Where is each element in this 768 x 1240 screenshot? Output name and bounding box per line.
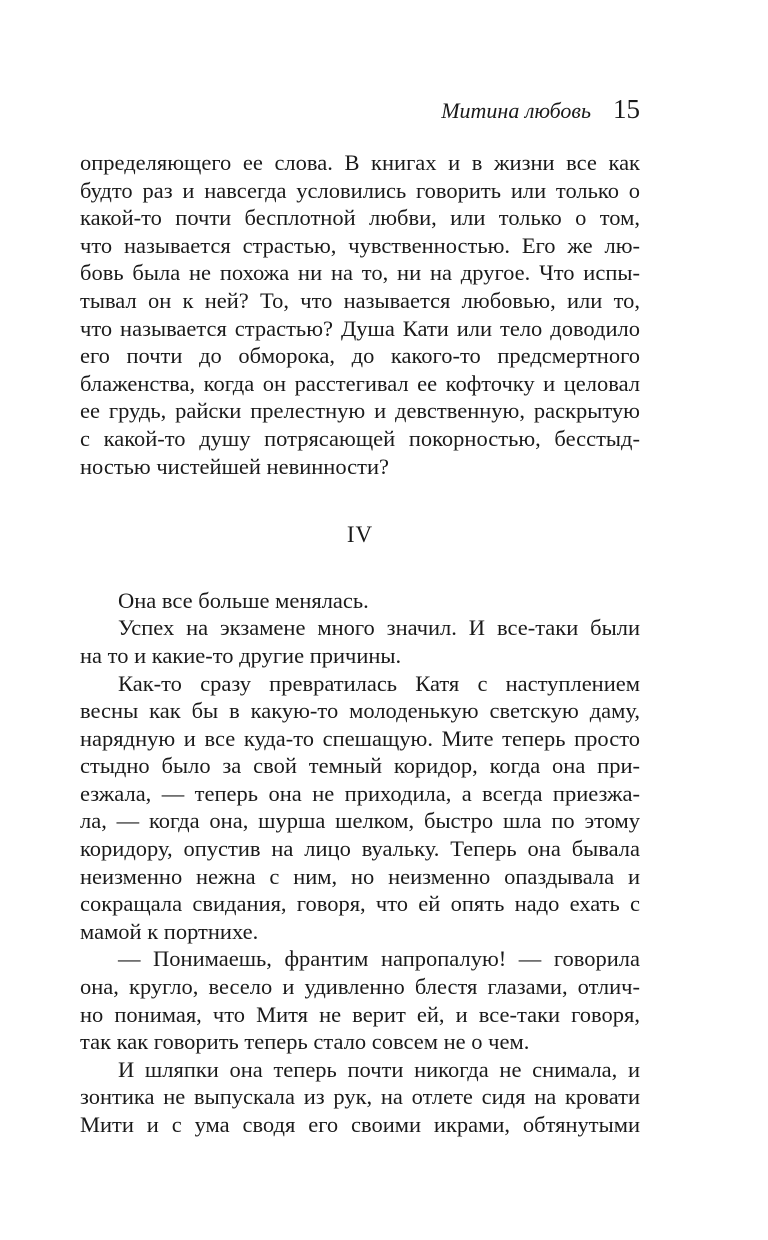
text-line: коридору, опустив на лицо вуальку. Теперь она бывала [80, 836, 640, 862]
text-line: ее грудь, райски прелестную и девственную, раскрытую [80, 398, 640, 424]
text-line: его почти до обморока, до какого-то предсмертного [80, 343, 640, 369]
text-line: ностью чистейшей невинности? [80, 453, 389, 479]
text-line: она, кругло, весело и удивленно блестя глазами, отлич- [80, 974, 640, 1000]
text-line: какой-то почти бесплотной любви, или только о том, [80, 205, 640, 231]
chapter-heading: IV [346, 522, 374, 548]
text-line: ла, — когда она, шурша шелком, быстро шла по этому [80, 808, 640, 834]
text-line: бовь была не похожа ни на то, ни на другое. Что испы- [80, 260, 640, 286]
text-line: Успех на экзамене много значил. И все-таки были [118, 615, 640, 641]
text-line: так как говорить теперь стало совсем не о чем. [80, 1029, 530, 1055]
text-line: весны как бы в какую-то молоденькую светскую даму, [80, 698, 640, 724]
text-line: Она все больше менялась. [118, 587, 369, 613]
text-line: блаженства, когда он расстегивал ее кофточку и целовал [80, 370, 640, 396]
text-line: сокращала свидания, говоря, что ей опять надо ехать с [80, 891, 640, 917]
text-line: — Понимаешь, франтим напропалую! — говорила [118, 946, 640, 972]
text-line: стыдно было за свой темный коридор, когда она при- [80, 753, 640, 779]
running-head-title: Митина любовь [441, 98, 591, 123]
text-line: неизменно нежна с ним, но неизменно опаздывала и [80, 863, 640, 889]
text-line: езжала, — теперь она не приходила, а всегда приезжа- [80, 780, 640, 806]
text-line: тывал он к ней? То, что называется любовью, или то, [80, 287, 640, 313]
running-head [441, 94, 640, 125]
text-line: мамой к портнихе. [80, 918, 259, 944]
text-line: будто раз и навсегда условились говорить или только о [80, 177, 640, 203]
page-number: 15 [613, 94, 640, 124]
text-line: Как-то сразу превратилась Катя с наступлением [118, 670, 640, 696]
text-line: И шляпки она теперь почти никогда не снимала, и [118, 1056, 640, 1082]
text-line: определяющего ее слова. В книгах и в жизни все как [80, 150, 640, 175]
book-page [80, 0, 640, 1240]
text-line: что называется страстью, чувственностью. Его же лю- [80, 232, 640, 258]
text-line: с какой-то душу потрясающей покорностью, бесстыд- [80, 425, 640, 451]
text-line: что называется страстью? Душа Кати или тело доводило [80, 315, 640, 341]
text-line: нарядную и все куда-то спешащую. Мите теперь просто [80, 725, 640, 751]
text-line: на то и какие-то другие причины. [80, 642, 402, 668]
body-text [80, 149, 640, 1139]
text-line: Мити и с ума сводя его своими икрами, обтянутыми [80, 1112, 640, 1137]
text-line: но понимая, что Митя не верит ей, и все-таки говоря, [80, 1001, 640, 1027]
text-line: зонтика не выпускала из рук, на отлете сидя на кровати [80, 1084, 640, 1110]
